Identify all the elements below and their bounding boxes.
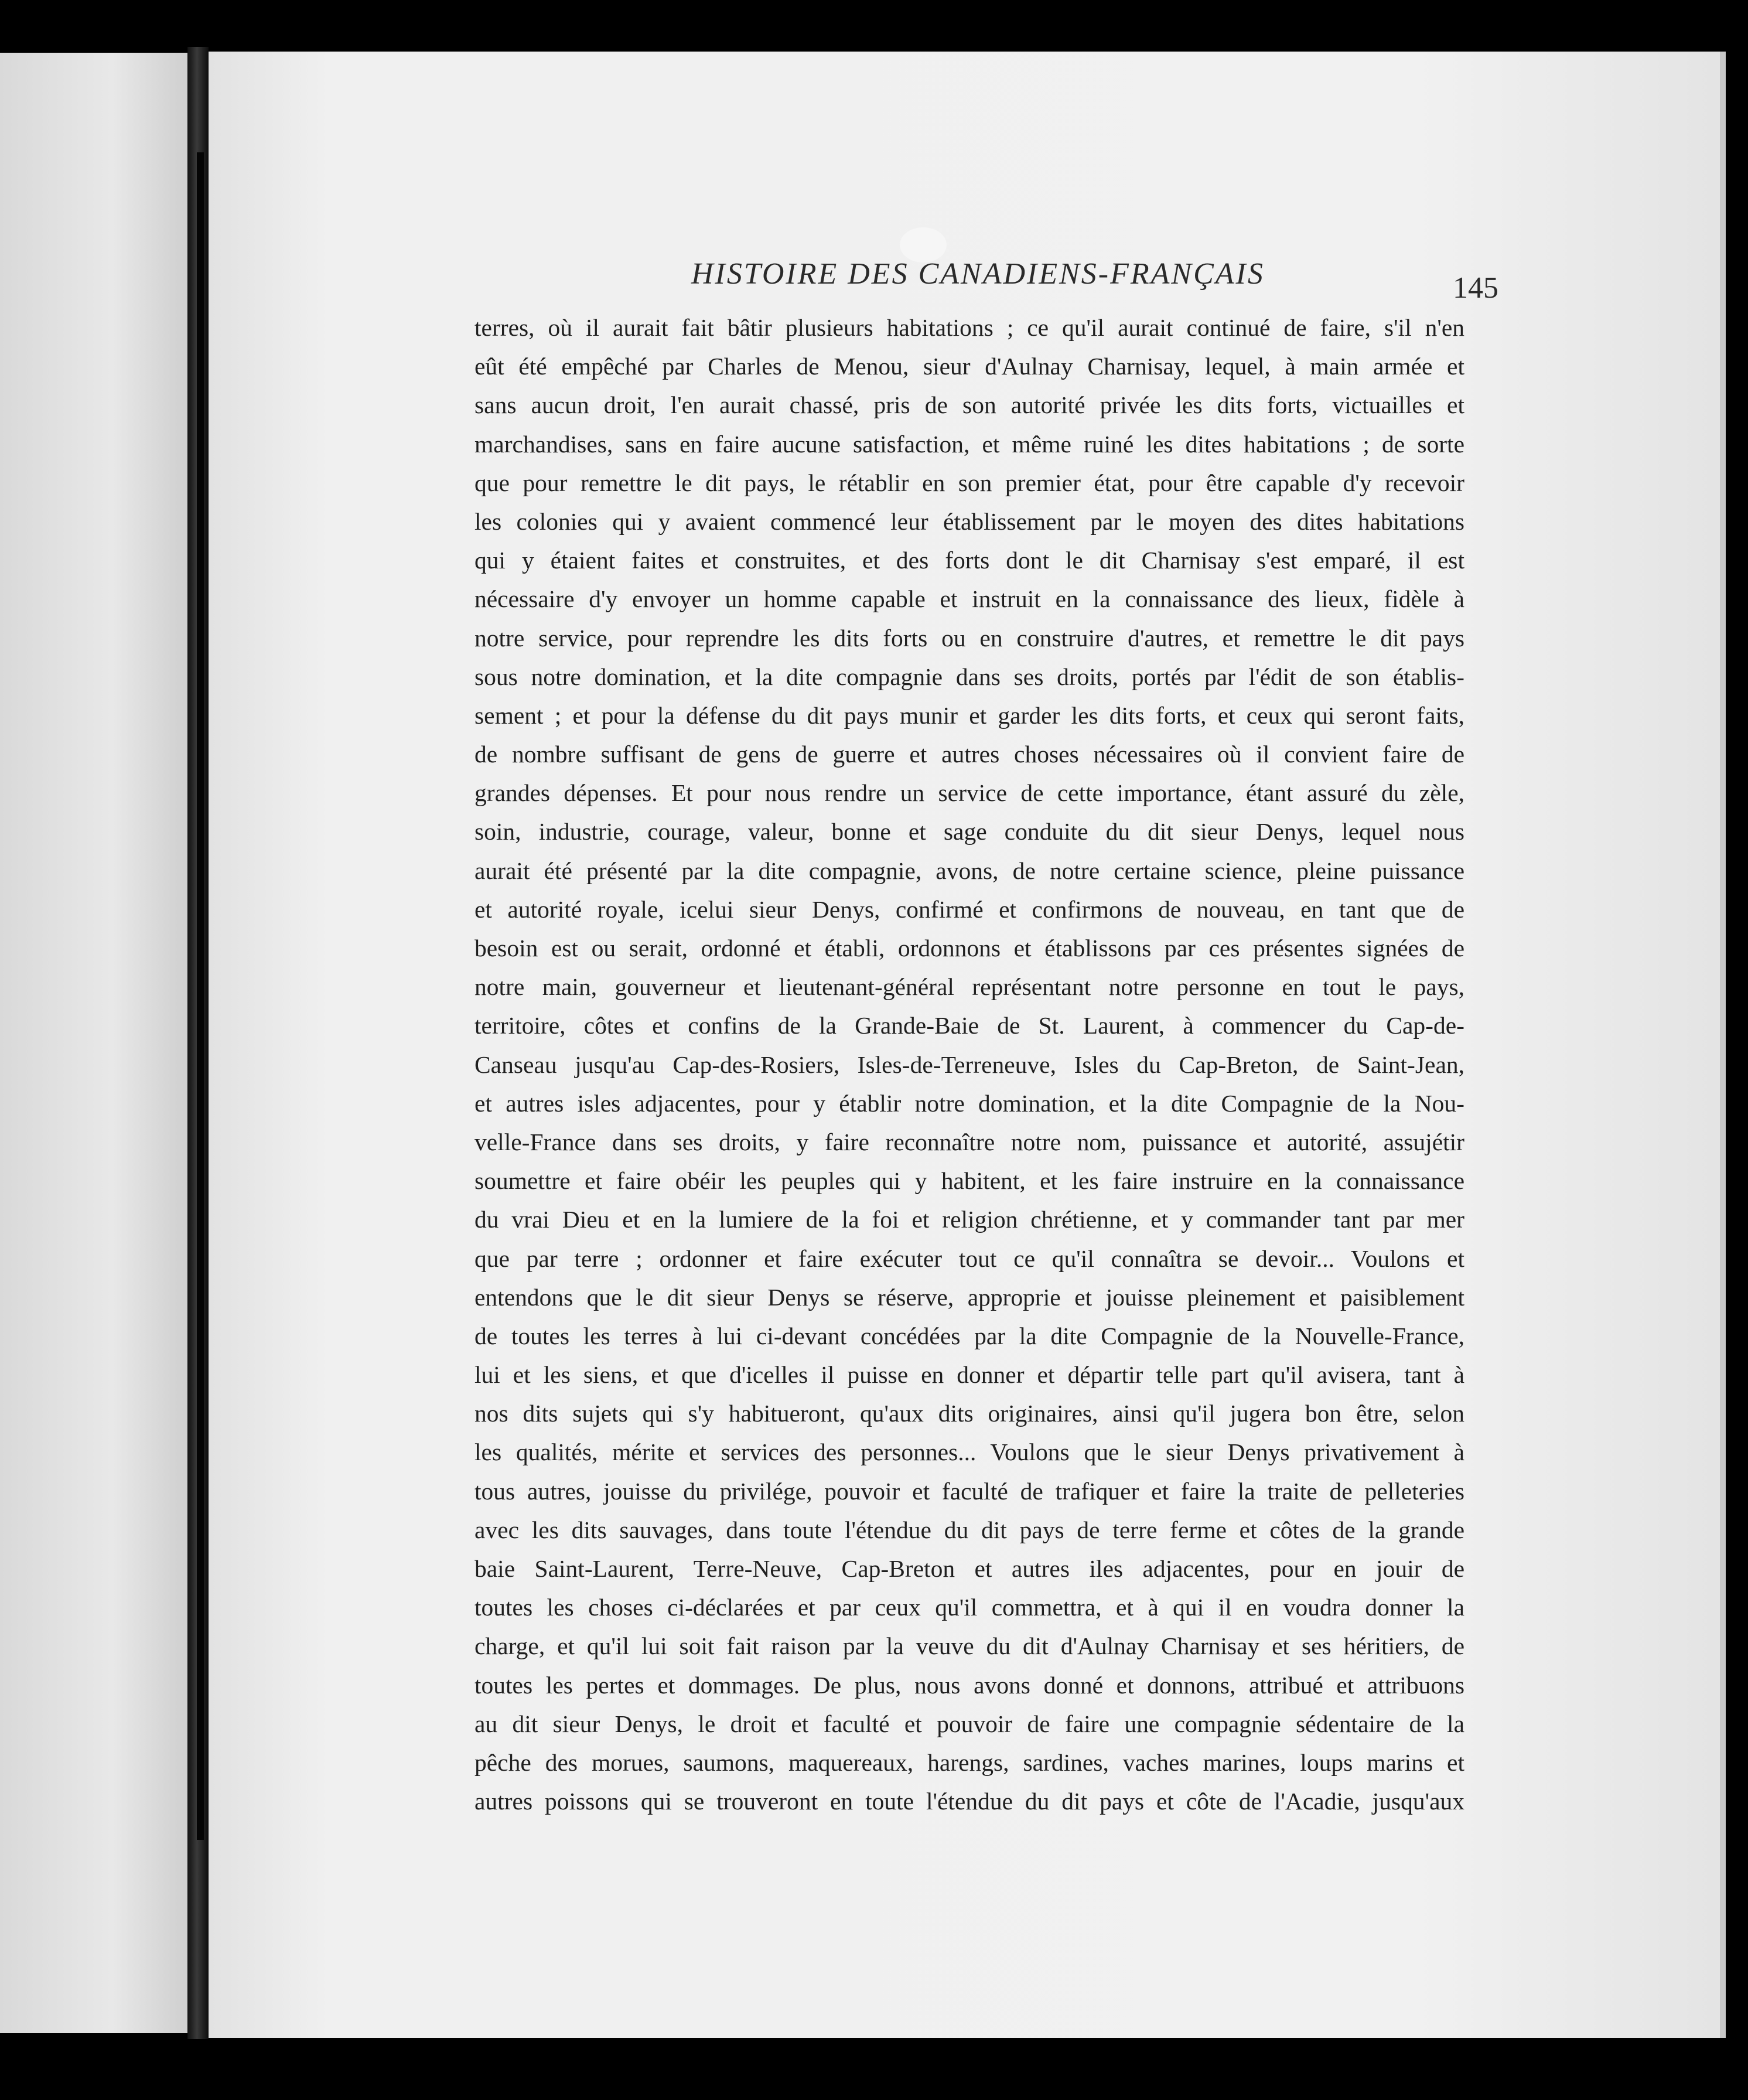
text-line: soin, industrie, courage, valeur, bonne et sage conduite du dit sieur Denys, lequel nous xyxy=(474,818,1464,846)
gutter-shadow xyxy=(197,152,204,1840)
text-line: nos dits sujets qui s'y habitueront, qu'aux dits originaires, ainsi qu'il jugera bon être, selon xyxy=(474,1400,1464,1427)
text-line: au dit sieur Denys, le droit et faculté et pouvoir de faire une compagnie sédentaire de la xyxy=(474,1710,1464,1737)
text-line: les qualités, mérite et services des personnes... Voulons que le sieur Denys privativement à xyxy=(474,1438,1464,1466)
text-line: sous notre domination, et la dite compagnie dans ses droits, portés par l'édit de son établis- xyxy=(474,663,1464,690)
text-line: terres, où il aurait fait bâtir plusieurs habitations ; ce qu'il aurait continué de faire, s'il n'en xyxy=(474,314,1464,341)
text-line: et autres isles adjacentes, pour y établir notre domination, et la dite Compagnie de la Nou- xyxy=(474,1089,1464,1117)
text-line: nécessaire d'y envoyer un homme capable et instruit en la connaissance des lieux, fidèle à xyxy=(474,585,1464,613)
text-line: que par terre ; ordonner et faire exécuter tout ce qu'il connaîtra se devoir... Voulons et xyxy=(474,1245,1464,1272)
running-title: HISTOIRE DES CANADIENS-FRANÇAIS xyxy=(691,257,1265,291)
left-page-edge xyxy=(0,53,187,2033)
text-line: baie Saint-Laurent, Terre-Neuve, Cap-Breton et autres iles adjacentes, pour en jouir de xyxy=(474,1555,1464,1582)
text-line: qui y étaient faites et construites, et des forts dont le dit Charnisay s'est emparé, il est xyxy=(474,547,1464,574)
text-line: autres poissons qui se trouveront en toute l'étendue du dit pays et côte de l'Acadie, jusqu'aux xyxy=(474,1788,1464,1815)
text-line: sement ; et pour la défense du dit pays munir et garder les dits forts, et ceux qui seront faits, xyxy=(474,701,1464,729)
text-line: que pour remettre le dit pays, le rétablir en son premier état, pour être capable d'y recevoir xyxy=(474,469,1464,496)
text-line: velle-France dans ses droits, y faire reconnaître notre nom, puissance et autorité, assujétir xyxy=(474,1128,1464,1155)
text-line: soumettre et faire obéir les peuples qui y habitent, et les faire instruire en la connaissance xyxy=(474,1167,1464,1195)
page-number: 145 xyxy=(1453,271,1498,305)
text-line: notre service, pour reprendre les dits forts ou en construire d'autres, et remettre le dit pays xyxy=(474,624,1464,652)
text-line: de toutes les terres à lui ci-devant concédées par la dite Compagnie de la Nouvelle-France, xyxy=(474,1322,1464,1349)
text-line: entendons que le dit sieur Denys se réserve, approprie et jouisse pleinement et paisiblement xyxy=(474,1283,1464,1311)
text-line: notre main, gouverneur et lieutenant-général représentant notre personne en tout le pays, xyxy=(474,973,1464,1001)
text-line: lui et les siens, et que d'icelles il puisse en donner et départir telle part qu'il avisera, tant à xyxy=(474,1361,1464,1389)
text-line: sans aucun droit, l'en aurait chassé, pris de son autorité privée les dits forts, victuailles et xyxy=(474,391,1464,419)
text-line: eût été empêché par Charles de Menou, sieur d'Aulnay Charnisay, lequel, à main armée et xyxy=(474,353,1464,380)
text-line: toutes les pertes et dommages. De plus, nous avons donné et donnons, attribué et attribuons xyxy=(474,1671,1464,1699)
text-line: et autorité royale, icelui sieur Denys, confirmé et confirmons de nouveau, en tant que de xyxy=(474,895,1464,923)
text-line: marchandises, sans en faire aucune satisfaction, et même ruiné les dites habitations ; de sorte xyxy=(474,430,1464,458)
text-line: de nombre suffisant de gens de guerre et autres choses nécessaires où il convient faire de xyxy=(474,741,1464,768)
text-line: toutes les choses ci-déclarées et par ceux qu'il commettra, et à qui il en voudra donner la xyxy=(474,1594,1464,1621)
text-line: territoire, côtes et confins de la Grande-Baie de St. Laurent, à commencer du Cap-de- xyxy=(474,1012,1464,1039)
text-line: aurait été présenté par la dite compagnie, avons, de notre certaine science, pleine puissance xyxy=(474,857,1464,884)
running-header xyxy=(691,257,1511,298)
text-line: charge, et qu'il lui soit fait raison par la veuve du dit d'Aulnay Charnisay et ses héritiers, de xyxy=(474,1632,1464,1660)
text-line: avec les dits sauvages, dans toute l'étendue du dit pays de terre ferme et côtes de la grande xyxy=(474,1516,1464,1543)
text-line: besoin est ou serait, ordonné et établi, ordonnons et établissons par ces présentes signées de xyxy=(474,935,1464,962)
text-line: du vrai Dieu et en la lumiere de la foi et religion chrétienne, et y commander tant par mer xyxy=(474,1206,1464,1233)
body-text xyxy=(474,308,1464,1821)
text-line: les colonies qui y avaient commencé leur établissement par le moyen des dites habitations xyxy=(474,507,1464,535)
text-line: pêche des morues, saumons, maquereaux, harengs, sardines, vaches marines, loups marins et xyxy=(474,1748,1464,1776)
text-line: grandes dépenses. Et pour nous rendre un service de cette importance, étant assuré du zèle, xyxy=(474,779,1464,807)
text-line: Canseau jusqu'au Cap-des-Rosiers, Isles-de-Terreneuve, Isles du Cap-Breton, de Saint-Jean, xyxy=(474,1051,1464,1078)
text-line: tous autres, jouisse du privilége, pouvoir et faculté de trafiquer et faire la traite de pelleteries xyxy=(474,1477,1464,1505)
